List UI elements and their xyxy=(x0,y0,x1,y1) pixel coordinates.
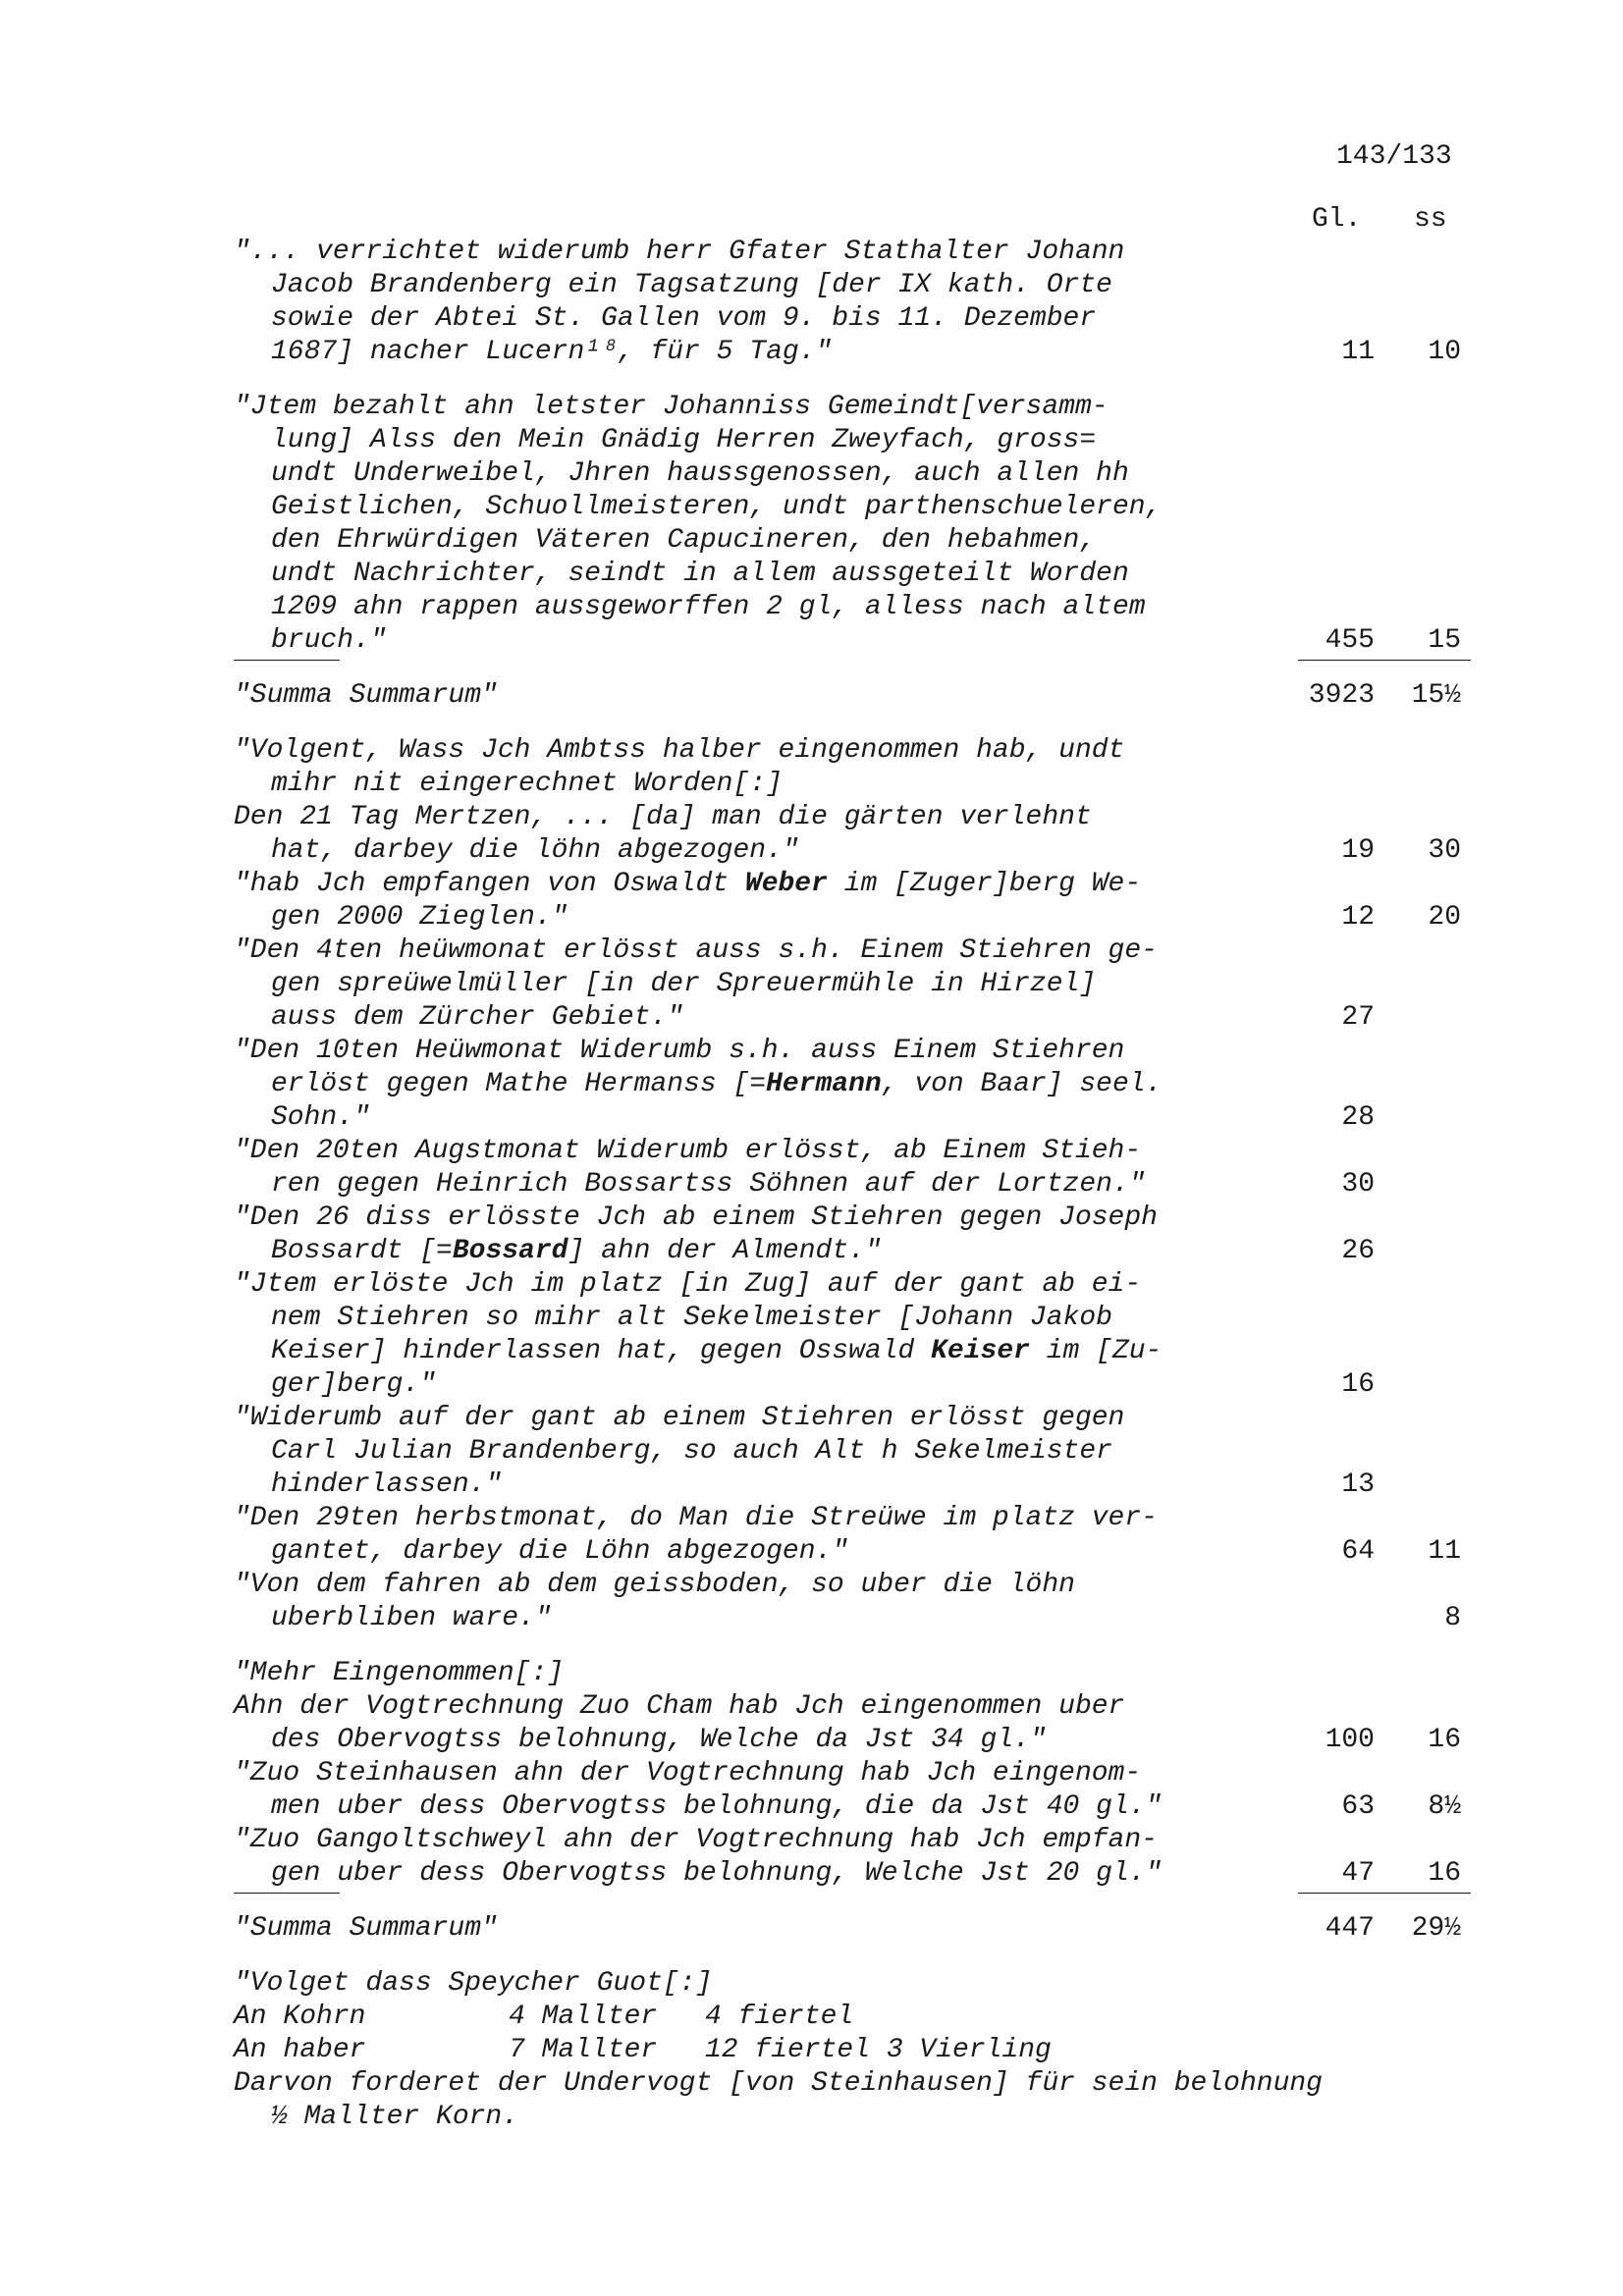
entry-line: Sohn." xyxy=(271,1102,370,1133)
speicher-note: Darvon forderet der Undervogt [von Steinhausen] für sein belohnung xyxy=(234,2068,1323,2099)
ledger-entry xyxy=(234,1135,1471,1201)
ledger-entry xyxy=(234,1201,1471,1268)
grain-amount-a: 4 Mallter xyxy=(509,2002,658,2032)
entry-line: "... verrichtet widerumb herr Gfater Stathalter Johann xyxy=(234,237,1125,267)
entry-line: Carl Julian Brandenberg, so auch Alt h Sekelmeister xyxy=(271,1436,1112,1467)
amount-ss: 15 xyxy=(1428,625,1461,656)
entry-line: "Volgent, Wass Jch Ambtss halber eingenommen hab, undt xyxy=(234,735,1125,766)
summa-gl: 447 xyxy=(1325,1913,1375,1944)
entry-line: erlöst gegen Mathe Hermanss [=Hermann, von Baar] seel. xyxy=(271,1069,1163,1099)
entry-line: "Widerumb auf der gant ab einem Stiehren erlösst gegen xyxy=(234,1403,1125,1433)
amount-ss: 11 xyxy=(1428,1536,1461,1567)
entry-line: Ahn der Vogtrechnung Zuo Cham hab Jch eingenommen uber xyxy=(234,1691,1125,1722)
amount-gl: 13 xyxy=(1341,1469,1375,1500)
amount-ss: 10 xyxy=(1428,337,1461,367)
entry-line: uberbliben ware." xyxy=(271,1603,552,1633)
summa-label: "Summa Summarum" xyxy=(234,1913,498,1944)
ledger-entry xyxy=(234,1402,1471,1502)
grain-amount-b: 12 fiertel 3 Vierling xyxy=(705,2035,1052,2065)
ledger-entry xyxy=(234,801,1471,868)
column-header-ss: ss xyxy=(1414,204,1447,235)
amount-ss: 8 xyxy=(1444,1603,1461,1633)
ledger-entry xyxy=(234,391,1471,658)
summa-gl: 3923 xyxy=(1308,680,1375,711)
amount-gl: 26 xyxy=(1341,1236,1375,1266)
grain-amount-a: 7 Mallter xyxy=(509,2035,658,2065)
entry-line: "Jtem erlöste Jch im platz [in Zug] auf der gant ab ei- xyxy=(234,1269,1142,1300)
ledger-entry xyxy=(234,1569,1471,1635)
entry-line: gantet, darbey die Löhn abgezogen." xyxy=(271,1536,849,1567)
amount-gl: 16 xyxy=(1341,1369,1375,1400)
entry-line: mihr nit eingerechnet Worden[:] xyxy=(271,769,783,799)
ledger-entry xyxy=(234,1035,1471,1135)
grain-label: An haber xyxy=(234,2035,366,2065)
entry-line: lung] Alss den Mein Gnädig Herren Zweyfach, gross= xyxy=(271,425,1097,455)
entry-line: auss dem Zürcher Gebiet." xyxy=(271,1002,684,1033)
amount-gl: 47 xyxy=(1341,1858,1375,1889)
speicher-title: "Volget dass Speycher Guot[:] xyxy=(234,1968,713,1999)
entry-line: ren gegen Heinrich Bossartss Söhnen auf der Lortzen." xyxy=(271,1169,1146,1200)
entry-line: "Den 10ten Heüwmonat Widerumb s.h. auss Einem Stiehren xyxy=(234,1036,1125,1066)
entry-line: "Den 20ten Augstmonat Widerumb erlösst, ab Einem Stieh- xyxy=(234,1136,1142,1166)
entry-line: "Von dem fahren ab dem geissboden, so uber die löhn xyxy=(234,1570,1075,1600)
ledger-entry xyxy=(234,1657,1471,1690)
amount-gl: 63 xyxy=(1341,1791,1375,1822)
entry-line: hinderlassen." xyxy=(271,1469,503,1500)
page-number: 143/133 xyxy=(1336,141,1452,172)
sum-rule xyxy=(234,1891,1471,1896)
ledger-entry xyxy=(234,934,1471,1035)
sum-rule xyxy=(234,658,1471,664)
entry-line: "Den 29ten herbstmonat, do Man die Streüwe im platz ver- xyxy=(234,1503,1158,1533)
entry-line: "Den 26 diss erlösste Jch ab einem Stiehren gegen Joseph xyxy=(234,1202,1158,1233)
speicher-section xyxy=(234,1967,1471,2134)
entry-line: Den 21 Tag Mertzen, ... [da] man die gärten verlehnt xyxy=(234,802,1092,832)
amount-gl: 455 xyxy=(1325,625,1375,656)
entry-line: gen 2000 Zieglen." xyxy=(271,902,568,933)
entry-line: "Zuo Gangoltschweyl ahn der Vogtrechnung hab Jch empfan- xyxy=(234,1825,1158,1855)
entry-line: "Zuo Steinhausen ahn der Vogtrechnung hab Jch eingenom- xyxy=(234,1758,1142,1789)
summa-ss: 15½ xyxy=(1411,680,1461,711)
entry-line: Jacob Brandenberg ein Tagsatzung [der IX kath. Orte xyxy=(271,270,1112,300)
entry-line: gen uber dess Obervogtss belohnung, Welche Jst 20 gl." xyxy=(271,1858,1163,1889)
amount-ss: 20 xyxy=(1428,902,1461,933)
entry-line: ger]berg." xyxy=(271,1369,437,1400)
ledger-entry xyxy=(234,236,1471,369)
entry-line: 1687] nacher Lucern¹⁸, für 5 Tag." xyxy=(271,337,833,367)
amount-gl: 28 xyxy=(1341,1102,1375,1133)
amount-gl: 12 xyxy=(1341,902,1375,933)
ledger-entries xyxy=(234,236,1471,2134)
summa-ss: 29½ xyxy=(1411,1913,1461,1944)
speicher-note: ½ Mallter Korn. xyxy=(271,2102,519,2132)
entry-line: undt Nachrichter, seindt in allem aussgeteilt Worden xyxy=(271,559,1129,589)
entry-line: bruch." xyxy=(271,625,387,656)
entry-line: Bossardt [=Bossard] ahn der Almendt." xyxy=(271,1236,882,1266)
entry-line: des Obervogtss belohnung, Welche da Jst 34 gl." xyxy=(271,1725,1047,1755)
amount-gl: 64 xyxy=(1341,1536,1375,1567)
ledger-entry xyxy=(234,1824,1471,1891)
grain-row xyxy=(234,2001,1471,2034)
entry-line: sowie der Abtei St. Gallen vom 9. bis 11. Dezember xyxy=(271,303,1097,334)
summa-summarum-2 xyxy=(234,1912,1471,1946)
amount-gl: 27 xyxy=(1341,1002,1375,1033)
amount-ss: 8½ xyxy=(1428,1791,1461,1822)
amount-ss: 30 xyxy=(1428,835,1461,866)
entry-line: den Ehrwürdigen Väteren Capucineren, den hebahmen, xyxy=(271,525,1097,556)
ledger-entry xyxy=(234,734,1471,801)
entry-line: hat, darbey die löhn abgezogen." xyxy=(271,835,799,866)
amount-ss: 16 xyxy=(1428,1858,1461,1889)
amount-ss: 16 xyxy=(1428,1725,1461,1755)
amount-gl: 100 xyxy=(1325,1725,1375,1755)
summa-summarum-1 xyxy=(234,679,1471,713)
amount-gl: 11 xyxy=(1341,337,1375,367)
grain-row xyxy=(234,2034,1471,2067)
ledger-entry xyxy=(234,1757,1471,1824)
entry-line: "Jtem bezahlt ahn letster Johanniss Gemeindt[versamm- xyxy=(234,392,1109,422)
ledger-entry xyxy=(234,1502,1471,1569)
ledger-entry xyxy=(234,868,1471,934)
entry-line: 1209 ahn rappen aussgeworffen 2 gl, alless nach altem xyxy=(271,592,1146,622)
entry-line: "Den 4ten heüwmonat erlösst auss s.h. Einem Stiehren ge- xyxy=(234,935,1158,966)
amount-gl: 19 xyxy=(1341,835,1375,866)
entry-line: men uber dess Obervogtss belohnung, die da Jst 40 gl." xyxy=(271,1791,1163,1822)
grain-label: An Kohrn xyxy=(234,2002,366,2032)
entry-line: Geistlichen, Schuollmeisteren, undt parthenschueleren, xyxy=(271,492,1163,522)
entry-line: gen spreüwelmüller [in der Spreuermühle in Hirzel] xyxy=(271,969,1097,999)
summa-label: "Summa Summarum" xyxy=(234,680,498,711)
column-header-gl: Gl. xyxy=(1312,204,1362,235)
ledger-entry xyxy=(234,1268,1471,1402)
entry-line: "Mehr Eingenommen[:] xyxy=(234,1658,565,1688)
entry-line: Keiser] hinderlassen hat, gegen Osswald Keiser im [Zu- xyxy=(271,1336,1163,1366)
ledger-entry xyxy=(234,1690,1471,1757)
grain-amount-b: 4 fiertel xyxy=(705,2002,854,2032)
entry-line: nem Stiehren so mihr alt Sekelmeister [Johann Jakob xyxy=(271,1303,1112,1333)
amount-gl: 30 xyxy=(1341,1169,1375,1200)
entry-line: undt Underweibel, Jhren haussgenossen, auch allen hh xyxy=(271,458,1129,489)
entry-line: "hab Jch empfangen von Oswaldt Weber im [Zuger]berg We- xyxy=(234,869,1142,899)
